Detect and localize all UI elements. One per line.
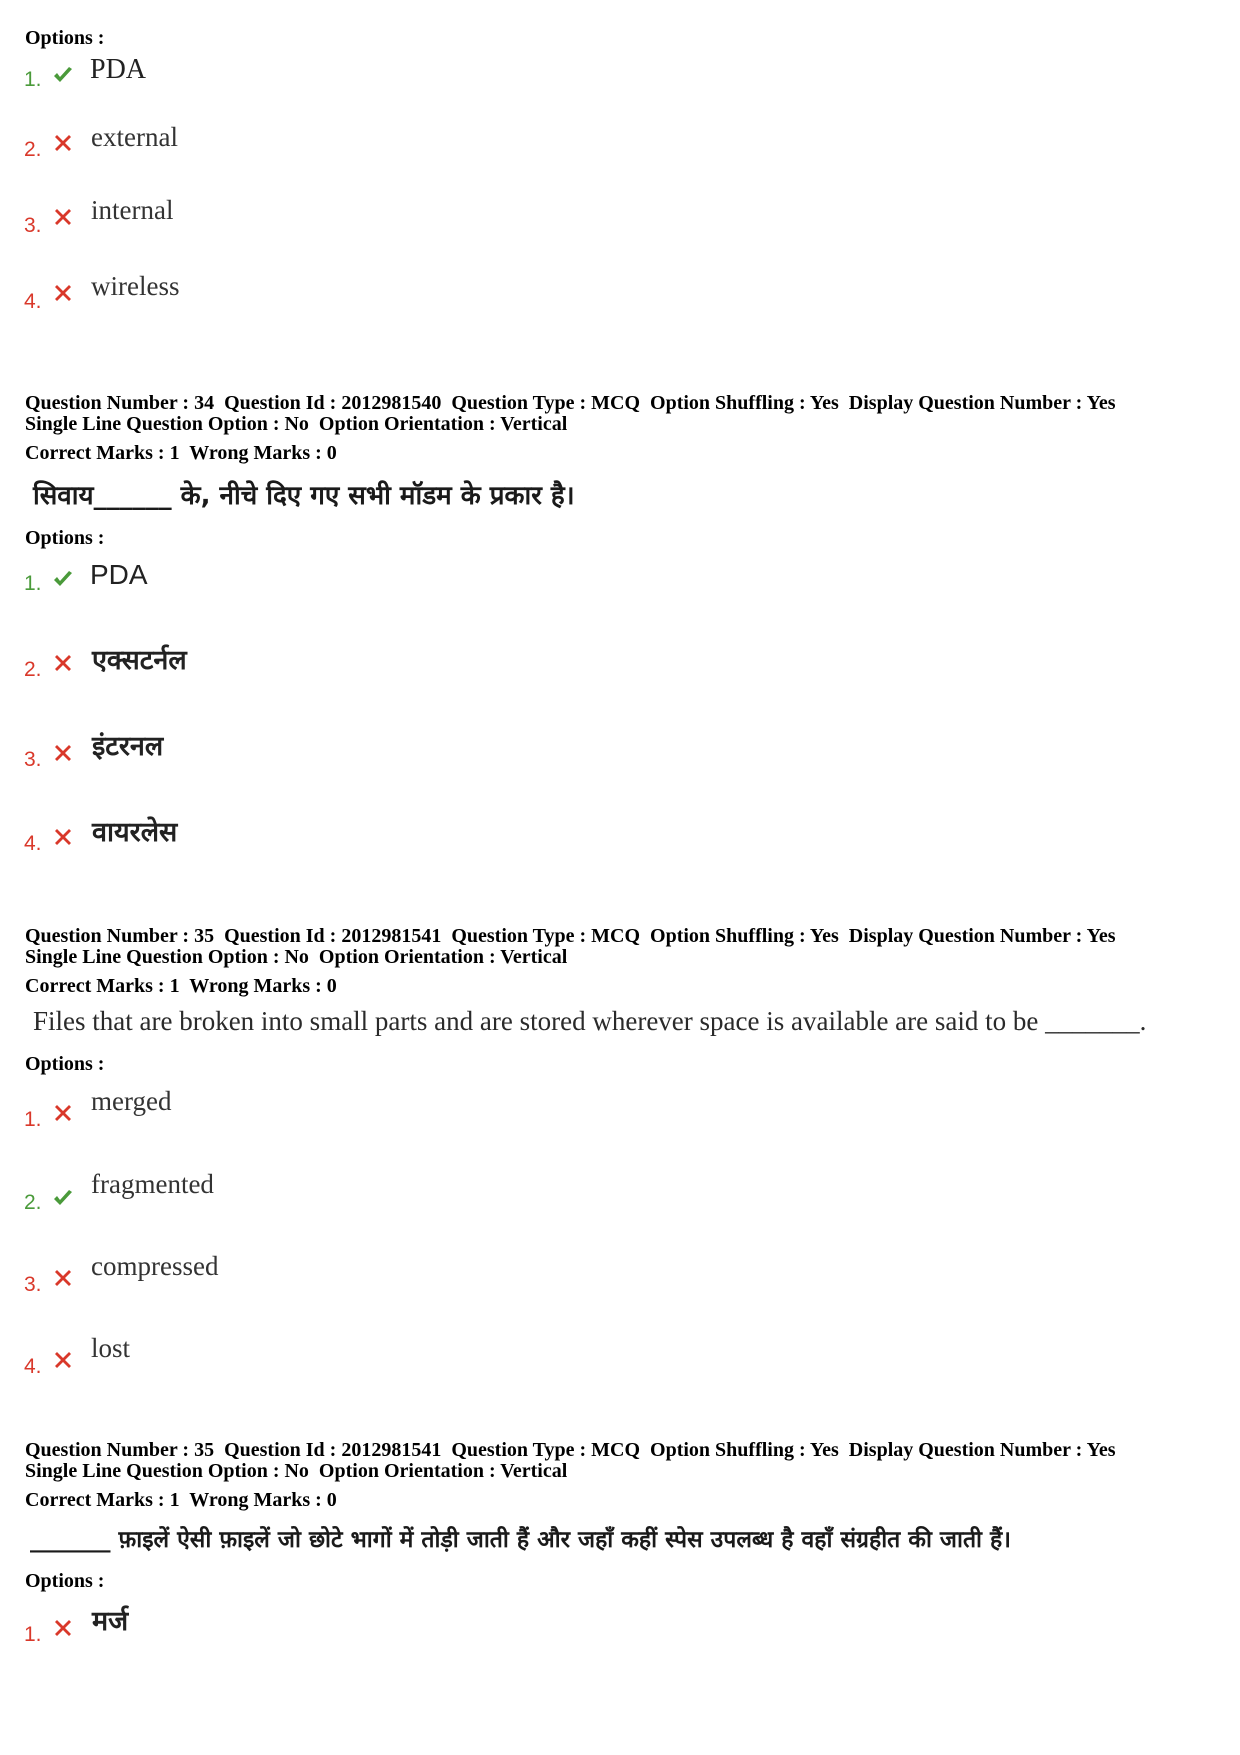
check-icon — [52, 1187, 74, 1209]
option-text: इंटरनल — [92, 731, 164, 762]
question-text: Files that are broken into small parts and are stored wherever space is available are said to be _______. — [33, 1006, 1147, 1036]
option-text: merged — [91, 1086, 172, 1116]
option-text: एक्सटर्नल — [92, 645, 187, 676]
options-label: Options : — [25, 1053, 105, 1075]
option-number: 4. — [24, 832, 42, 855]
options-label: Options : — [25, 27, 105, 49]
marks-line: Correct Marks : 1 Wrong Marks : 0 — [25, 1489, 337, 1511]
option-text: fragmented — [91, 1169, 214, 1199]
option-number: 1. — [24, 68, 42, 91]
option-number: 4. — [24, 1355, 42, 1378]
option-number: 3. — [24, 1273, 42, 1296]
cross-icon — [52, 1617, 74, 1639]
option-number: 3. — [24, 214, 42, 237]
cross-icon — [52, 1349, 74, 1371]
option-number: 1. — [24, 1108, 42, 1131]
cross-icon — [52, 1267, 74, 1289]
option-number: 1. — [24, 1623, 42, 1646]
check-icon — [52, 568, 74, 590]
question-text: सिवाय______ के, नीचे दिए गए सभी मॉडम के प्रकार है। — [33, 481, 575, 511]
cross-icon — [52, 742, 74, 764]
options-label: Options : — [25, 1570, 105, 1592]
question-meta-line: Question Number : 35 Question Id : 2012981541 Question Type : MCQ Option Shuffling : Yes Display Question Number : Yes — [25, 1439, 1116, 1461]
option-text: wireless — [91, 271, 180, 301]
option-text: compressed — [91, 1251, 219, 1281]
cross-icon — [52, 652, 74, 674]
option-text: मर्ज — [92, 1606, 129, 1637]
option-number: 2. — [24, 658, 42, 681]
option-number: 3. — [24, 748, 42, 771]
option-text: PDA — [90, 559, 148, 590]
question-meta-line: Question Number : 35 Question Id : 2012981541 Question Type : MCQ Option Shuffling : Yes Display Question Number : Yes — [25, 925, 1116, 947]
cross-icon — [52, 282, 74, 304]
question-meta-line: Single Line Question Option : No Option Orientation : Vertical — [25, 1460, 568, 1482]
cross-icon — [52, 206, 74, 228]
question-meta-line: Single Line Question Option : No Option Orientation : Vertical — [25, 946, 568, 968]
option-number: 2. — [24, 138, 42, 161]
option-number: 2. — [24, 1191, 42, 1214]
cross-icon — [52, 1102, 74, 1124]
option-text: lost — [91, 1333, 131, 1363]
option-number: 1. — [24, 572, 42, 595]
option-text: PDA — [90, 54, 147, 85]
option-number: 4. — [24, 290, 42, 313]
cross-icon — [52, 826, 74, 848]
marks-line: Correct Marks : 1 Wrong Marks : 0 — [25, 975, 337, 997]
option-text: internal — [91, 195, 174, 225]
options-label: Options : — [25, 527, 105, 549]
question-meta-line: Single Line Question Option : No Option Orientation : Vertical — [25, 413, 568, 435]
question-text: _______ फ़ाइलें ऐसी फ़ाइलें जो छोटे भागों में तोड़ी जाती हैं और जहाँ कहीं स्पेस उपलब्ध है वहाँ संग्रहीत की जाती हैं। — [30, 1527, 1011, 1553]
check-icon — [52, 64, 74, 86]
cross-icon — [52, 132, 74, 154]
marks-line: Correct Marks : 1 Wrong Marks : 0 — [25, 442, 337, 464]
question-meta-line: Question Number : 34 Question Id : 2012981540 Question Type : MCQ Option Shuffling : Yes Display Question Number : Yes — [25, 392, 1116, 414]
option-text: external — [91, 122, 178, 152]
option-text: वायरलेस — [92, 817, 178, 848]
